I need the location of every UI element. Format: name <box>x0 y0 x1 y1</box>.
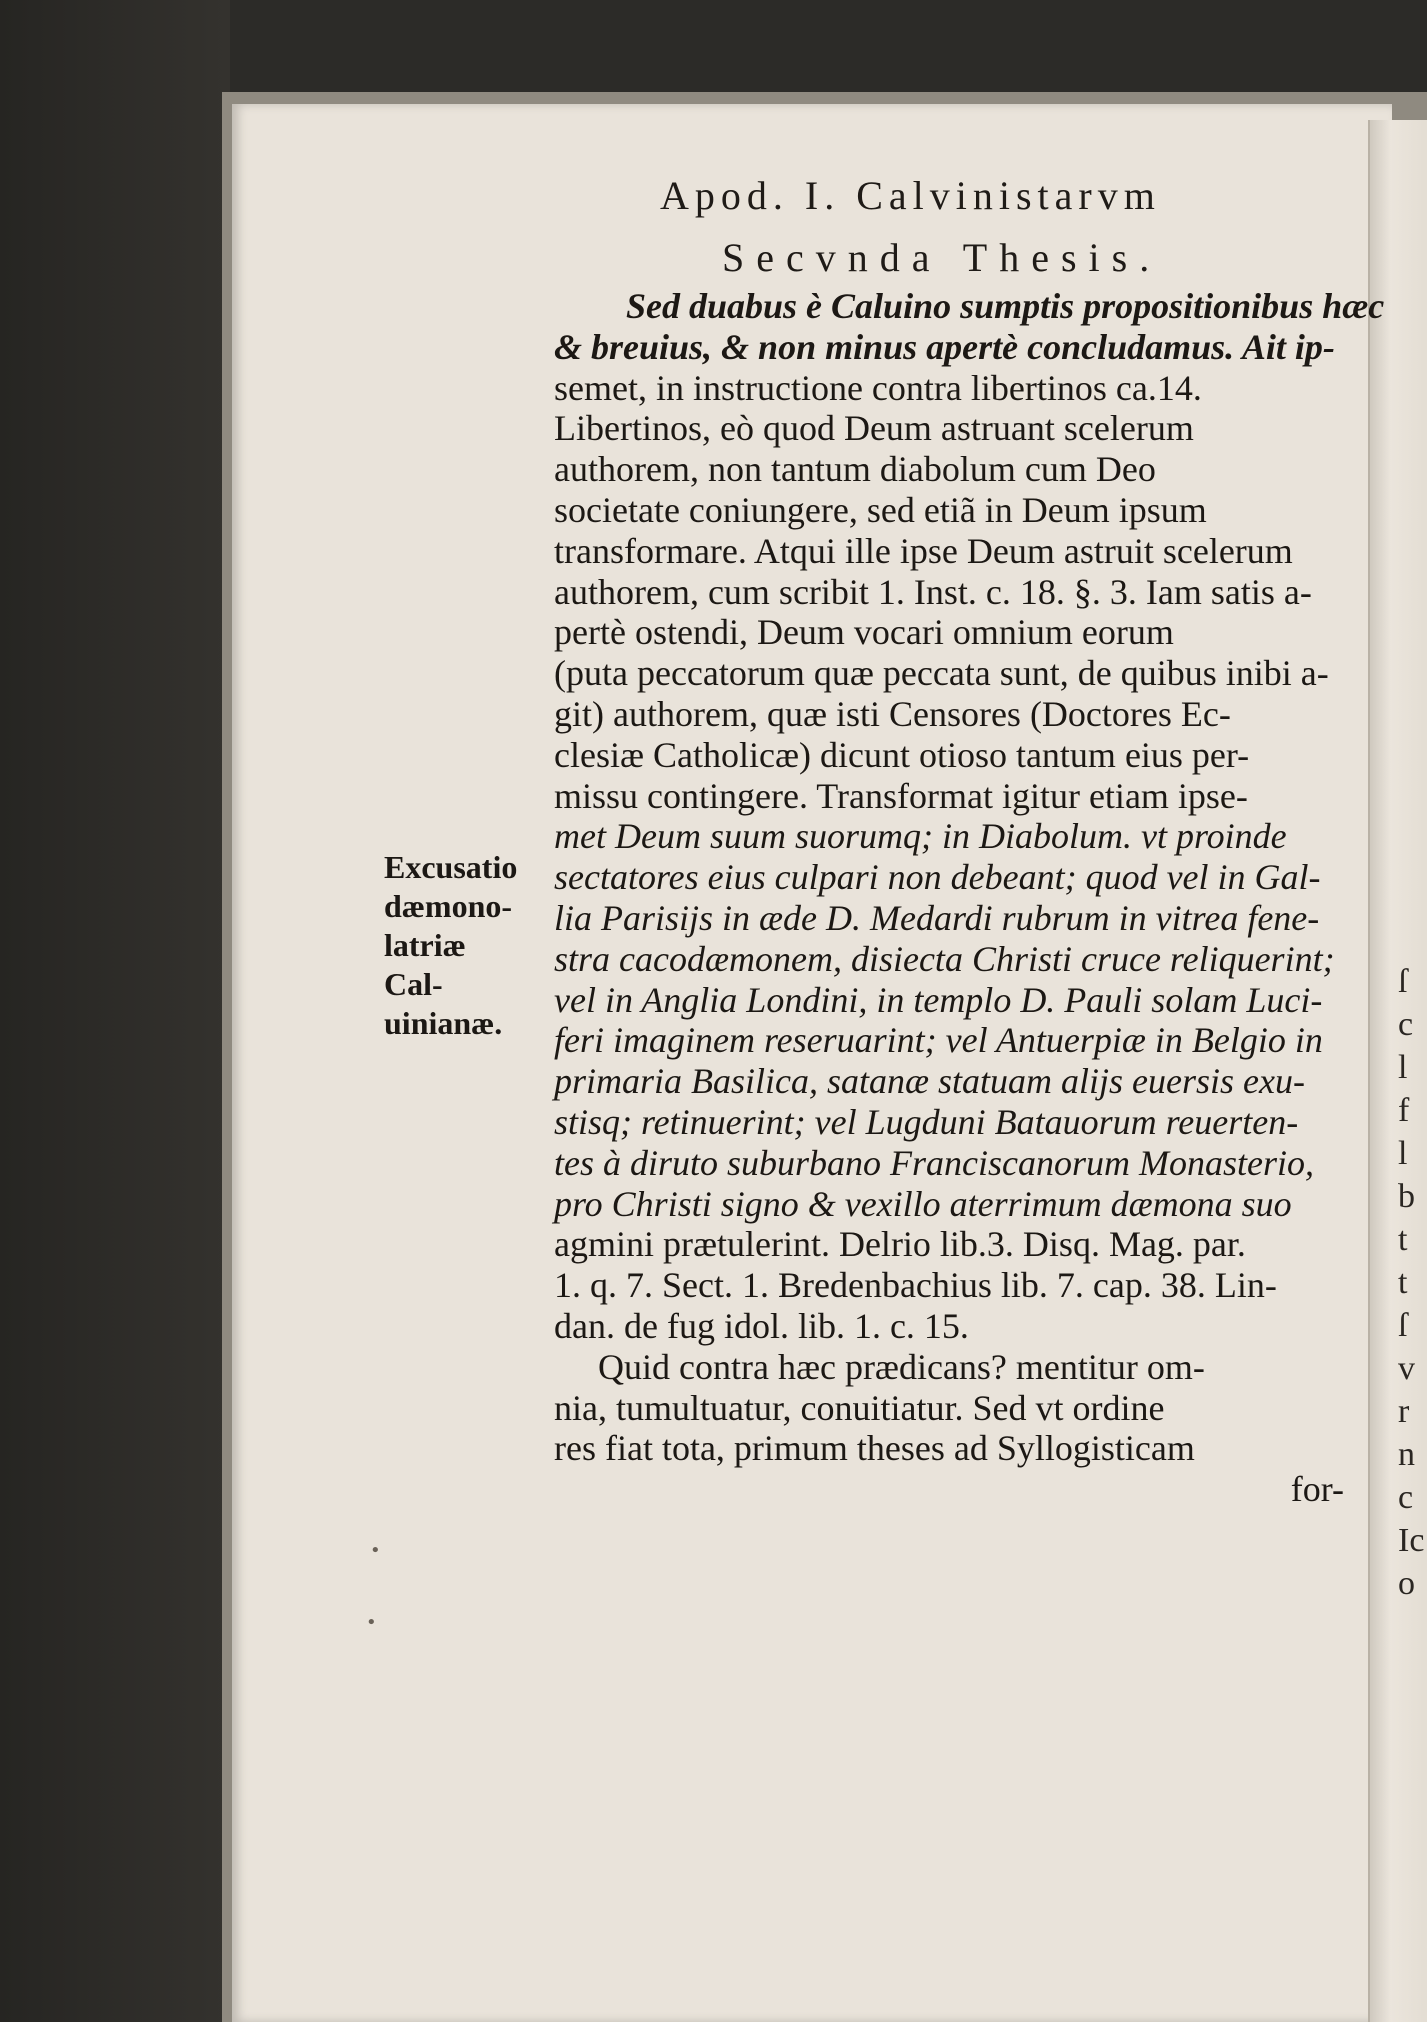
facing-page-letter: o <box>1398 1565 1415 1602</box>
facing-page-letter: l <box>1398 1049 1408 1086</box>
text-line: (puta peccatorum quæ peccata sunt, de quibus inibi a- <box>554 653 1329 694</box>
section-title: Secvnda Thesis. <box>722 235 1162 280</box>
background-left <box>0 0 230 2022</box>
body-text <box>554 286 1385 1510</box>
facing-page-letter: Ic <box>1398 1522 1425 1559</box>
text-line: pertè ostendi, Deum vocari omnium eorum <box>554 612 1174 653</box>
text-line: Sed duabus è Caluino sumptis propositionibus hæc <box>626 286 1385 326</box>
text-line: 1. q. 7. Sect. 1. Bredenbachius lib. 7. cap. 38. Lin- <box>554 1265 1277 1306</box>
text-line: & breuius, & non minus apertè concludamus. Ait ip- <box>554 326 1335 367</box>
text-line: agmini prætulerint. Delrio lib.3. Disq. Mag. par. <box>554 1224 1246 1265</box>
text-line: met Deum suum suorumq; in Diabolum. vt proinde <box>554 816 1287 857</box>
text-line: nia, tumultuatur, conuitiatur. Sed vt ordine <box>554 1387 1165 1428</box>
text-line: sectatores eius culpari non debeant; quod vel in Gal- <box>554 857 1321 898</box>
facing-page-letter: v <box>1398 1350 1415 1387</box>
facing-page-letter: c <box>1398 1006 1414 1043</box>
text-line: git) authorem, quæ isti Censores (Doctores Ec- <box>554 693 1231 734</box>
text-line: authorem, cum scribit 1. Inst. c. 18. §. 3. Iam satis a- <box>554 571 1312 612</box>
facing-page-letter: c <box>1398 1479 1414 1516</box>
margin-note-line: dæmono- <box>384 888 513 924</box>
text-line: tes à diruto suburbano Franciscanorum Monasterio, <box>554 1142 1314 1183</box>
text-line: dan. de fug idol. lib. 1. c. 15. <box>554 1305 969 1346</box>
facing-page-letter: t <box>1398 1221 1408 1258</box>
facing-page-letter: f <box>1398 1092 1410 1129</box>
text-line: transformare. Atqui ille ipse Deum astruit scelerum <box>554 530 1293 571</box>
facing-page-letter: ſ <box>1398 963 1408 1000</box>
text-line: Quid contra hæc prædicans? mentitur om- <box>598 1346 1205 1387</box>
text-line: stisq; retinuerint; vel Lugduni Batauorum reuerten- <box>554 1101 1299 1142</box>
facing-page-letter: t <box>1398 1264 1408 1301</box>
catchword: for- <box>1290 1469 1344 1510</box>
ink-mark: • <box>366 1612 377 1633</box>
text-line: semet, in instructione contra libertinos ca.14. <box>554 367 1202 408</box>
margin-note-line: latriæ Cal- <box>384 927 466 1002</box>
text-line: lia Parisijs in æde D. Medardi rubrum in vitrea fene- <box>554 897 1320 938</box>
facing-page-letter: ſ <box>1398 1307 1408 1344</box>
text-line: societate coniungere, sed etiã in Deum ipsum <box>554 489 1207 530</box>
facing-page-fragments <box>1398 960 1427 1605</box>
facing-page-letter: r <box>1398 1393 1410 1430</box>
text-line: Libertinos, eò quod Deum astruant scelerum <box>554 408 1194 449</box>
text-line: missu contingere. Transformat igitur etiam ipse- <box>554 775 1248 816</box>
text-line: feri imaginem reseruarint; vel Antuerpiæ in Belgio in <box>554 1020 1323 1061</box>
text-line: res fiat tota, primum theses ad Syllogisticam <box>554 1428 1195 1469</box>
text-line: primaria Basilica, satanæ statuam alijs euersis exu- <box>554 1061 1305 1102</box>
margin-note-line: Excusatio <box>384 849 518 885</box>
text-line: authorem, non tantum diabolum cum Deo <box>554 449 1156 490</box>
facing-page-letter: l <box>1398 1135 1408 1172</box>
facing-page-letter: n <box>1398 1436 1415 1473</box>
running-title: Apod. I. Calvinistarvm <box>660 173 1161 218</box>
text-line: vel in Anglia Londini, in templo D. Pauli solam Luci- <box>554 979 1323 1020</box>
text-line: stra cacodæmonem, disiecta Christi cruce reliquerint; <box>554 938 1335 979</box>
facing-page-letter: b <box>1398 1178 1415 1215</box>
text-line: clesiæ Catholicæ) dicunt otioso tantum eius per- <box>554 734 1250 775</box>
margin-note-line: uinianæ. <box>384 1005 503 1041</box>
ink-mark: • <box>370 1540 381 1561</box>
text-line: pro Christi signo & vexillo aterrimum dæmona suo <box>554 1183 1292 1224</box>
margin-note <box>384 848 524 1043</box>
